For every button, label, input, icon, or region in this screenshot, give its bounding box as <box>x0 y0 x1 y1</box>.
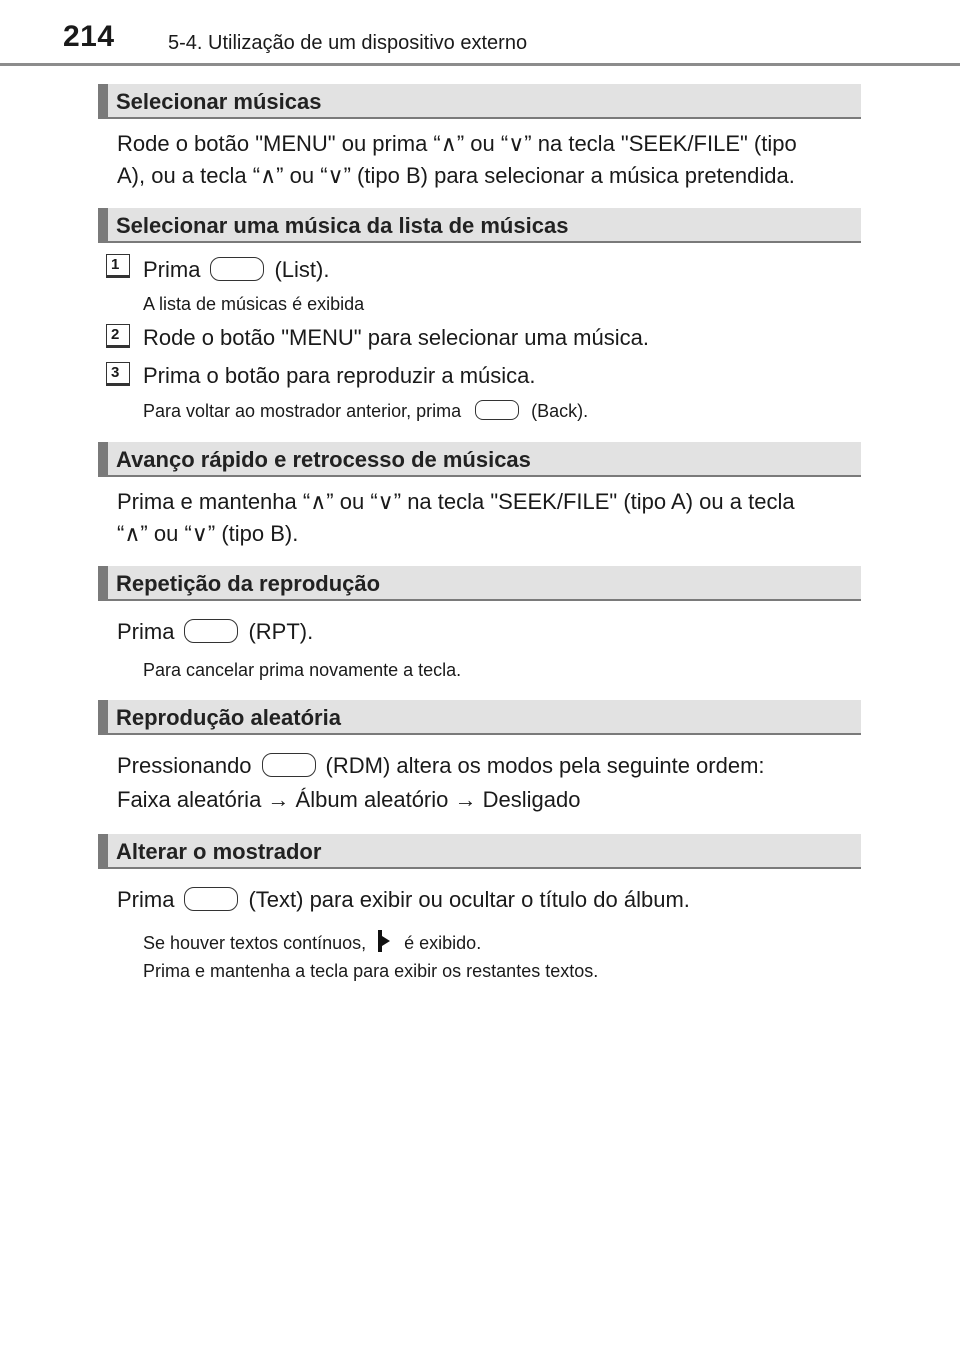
step-1-text <box>143 252 329 287</box>
step-3-note-post: (Back). <box>531 401 589 421</box>
display-note-1 <box>143 929 481 958</box>
rpt-button-icon <box>184 619 238 643</box>
page-header <box>0 0 960 66</box>
section-title: Avanço rápido e retrocesso de músicas <box>116 447 531 472</box>
body-text <box>117 882 690 917</box>
body-text: Faixa aleatória → Álbum aleatório → Desligado <box>117 787 581 812</box>
random-pre: Pressionando <box>117 753 252 778</box>
step-1-post: (List). <box>274 257 330 282</box>
section-header-fast-forward <box>98 442 861 477</box>
step-number-2: 2 <box>106 324 130 348</box>
repeat-post: (RPT). <box>248 619 314 644</box>
rdm-button-icon <box>262 753 316 777</box>
section-title: Repetição da reprodução <box>116 571 381 596</box>
page-number: 214 <box>63 20 115 53</box>
display-pre: Prima <box>117 887 175 912</box>
chapter-title: 5-4. Utilização de um dispositivo externo <box>168 32 528 54</box>
step-number-3: 3 <box>106 362 130 386</box>
section-header-change-display <box>98 834 861 869</box>
body-text: A), ou a tecla “∧” ou “∨” (tipo B) para selecionar a música pretendida. <box>117 163 795 188</box>
section-title: Alterar o mostrador <box>116 839 322 864</box>
step-2-text: Rode o botão "MENU" para selecionar uma música. <box>143 325 649 350</box>
section-header-select-from-list <box>98 208 861 243</box>
display-post: (Text) para exibir ou ocultar o título do álbum. <box>248 887 690 912</box>
text-button-icon <box>184 887 238 911</box>
random-post: (RDM) altera os modos pela seguinte ordem: <box>325 753 765 778</box>
section-header-repeat <box>98 566 861 601</box>
body-text <box>117 614 313 649</box>
body-text: “∧” ou “∨” (tipo B). <box>117 521 299 546</box>
body-text: Prima e mantenha “∧” ou “∨” na tecla "SEEK/FILE" (tipo A) ou a tecla <box>117 489 795 514</box>
step-3-note <box>143 397 588 426</box>
body-text: Rode o botão "MENU" ou prima “∧” ou “∨” na tecla "SEEK/FILE" (tipo <box>117 131 797 156</box>
list-button-icon <box>210 257 264 281</box>
step-3-note-pre: Para voltar ao mostrador anterior, prima <box>143 401 462 421</box>
section-header-select-music <box>98 84 861 119</box>
section-title: Selecionar uma música da lista de músicas <box>116 213 569 238</box>
section-header-random <box>98 700 861 735</box>
repeat-note: Para cancelar prima novamente a tecla. <box>143 660 462 680</box>
display-note-1-pre: Se houver textos contínuos, <box>143 933 367 953</box>
step-3-text: Prima o botão para reproduzir a música. <box>143 363 536 388</box>
display-note-1-post: é exibido. <box>404 933 482 953</box>
continuation-arrow-icon <box>376 928 392 954</box>
back-button-icon <box>475 400 519 420</box>
display-note-2: Prima e mantenha a tecla para exibir os restantes textos. <box>143 961 599 981</box>
section-title: Reprodução aleatória <box>116 705 341 730</box>
header-rule <box>0 63 960 66</box>
section-title: Selecionar músicas <box>116 89 322 114</box>
body-text <box>117 748 765 783</box>
step-1-pre: Prima <box>143 257 201 282</box>
step-number-1: 1 <box>106 254 130 278</box>
step-1-note: A lista de músicas é exibida <box>143 294 365 314</box>
repeat-pre: Prima <box>117 619 175 644</box>
